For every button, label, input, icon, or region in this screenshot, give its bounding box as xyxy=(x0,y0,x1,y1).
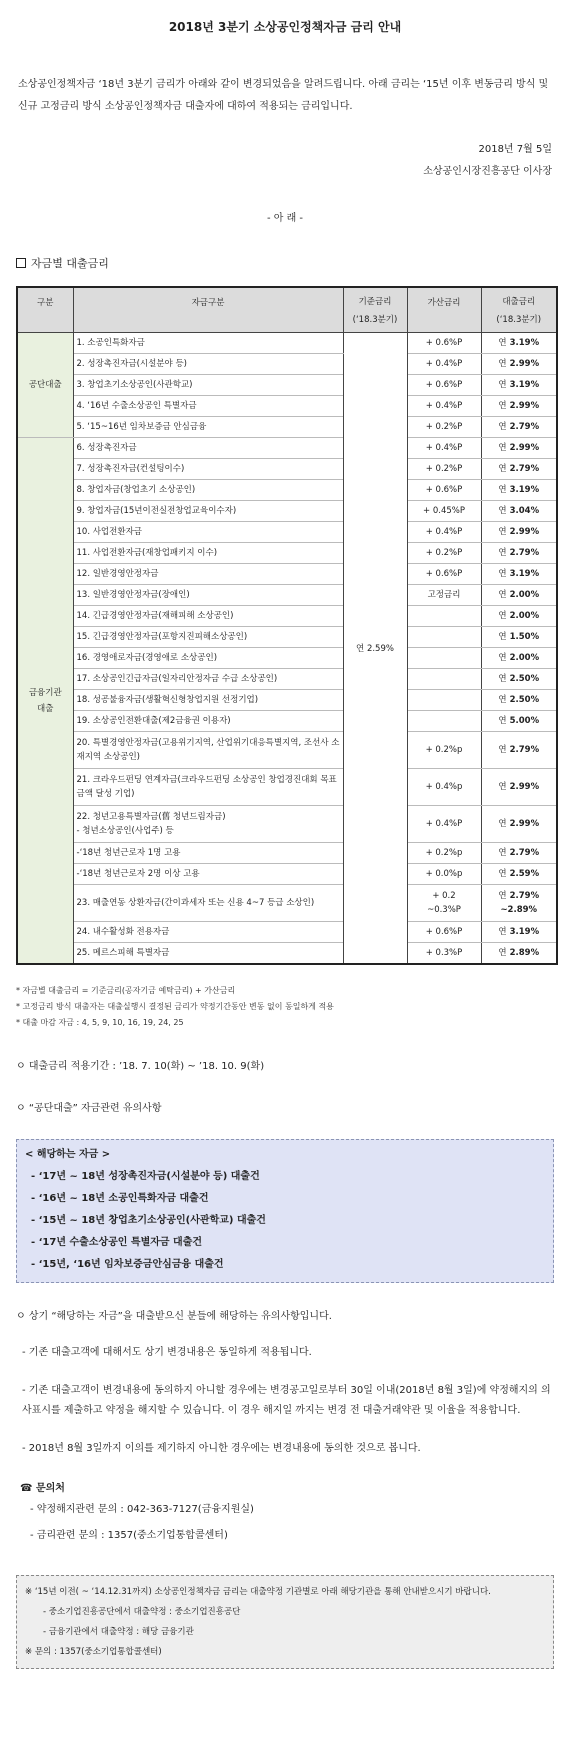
rate-prefix: 연 xyxy=(498,653,507,663)
header-base-rate: 기준금리 (‘18.3분기) xyxy=(343,287,407,333)
add-rate: + 0.2%P xyxy=(407,417,481,438)
add-rate: + 0.4%P xyxy=(407,354,481,375)
loan-rate xyxy=(481,606,557,627)
table-row xyxy=(17,843,557,864)
table-row xyxy=(17,885,557,922)
add-rate: + 0.0%p xyxy=(407,864,481,885)
rate-value: 2.50% xyxy=(509,695,540,705)
table-row xyxy=(17,564,557,585)
group-label-line: 대출 xyxy=(37,703,54,714)
rate-prefix: 연 xyxy=(498,443,507,453)
fund-name: 17. 소상공인긴급자금(일자리안정자금 수급 소상공인) xyxy=(73,669,343,690)
base-rate: 연 2.59% xyxy=(343,333,407,965)
rate-value: 1.50% xyxy=(509,632,540,642)
rate-prefix: 연 xyxy=(498,716,507,726)
rate-value: 2.99% xyxy=(509,359,540,369)
fund-name: 1. 소공인특화자금 xyxy=(73,333,343,354)
square-bullet-icon xyxy=(16,258,26,268)
header-gubun: 구분 xyxy=(17,287,73,333)
notice-title: ㅇ “공단대출” 자금관련 유의사항 xyxy=(16,1103,162,1114)
note-line: * 대출 마감 자금 : 4, 5, 9, 10, 16, 19, 24, 25 xyxy=(16,1018,184,1027)
rate-value: 2.00% xyxy=(509,653,540,663)
rate-period: ㅇ 대출금리 적용기간 : ’18. 7. 10(화) ~ ’18. 10. 9(화) xyxy=(16,1061,265,1072)
fund-name: 23. 매출연동 상환자금(간이과세자 또는 신용 4~7 등급 소상인) xyxy=(73,885,343,922)
rate-value: 2.79% xyxy=(509,464,540,474)
group-label: 공단대출 xyxy=(17,333,73,438)
table-row xyxy=(17,333,557,354)
loan-rate xyxy=(481,922,557,943)
header-loan-rate: 대출금리 (‘18.3분기) xyxy=(481,287,557,333)
table-row xyxy=(17,522,557,543)
fund-name: 21. 크라우드펀딩 연계자금(크라우드펀딩 소상공인 창업경진대회 목표금액 달성 기업) xyxy=(73,769,343,806)
rate-value: 2.79% xyxy=(509,745,540,755)
rate-value: 2.79% ~2.89% xyxy=(500,891,540,915)
table-row xyxy=(17,669,557,690)
group-label-line: 금융기관 xyxy=(28,687,62,698)
add-rate: + 0.6%P xyxy=(407,922,481,943)
add-rate xyxy=(407,690,481,711)
loan-rate xyxy=(481,627,557,648)
table-row xyxy=(17,806,557,843)
rate-value: 2.99% xyxy=(509,819,540,829)
add-rate: + 0.4%P xyxy=(407,438,481,459)
add-rate: + 0.4%P xyxy=(407,806,481,843)
rate-prefix: 연 xyxy=(498,464,507,474)
loan-rate xyxy=(481,501,557,522)
box-item: - ‘17년 ~ 18년 성장촉진자금(시설분야 등) 대출건 xyxy=(31,1171,260,1182)
rate-value: 2.79% xyxy=(509,548,540,558)
loan-rate xyxy=(481,375,557,396)
notice-paragraph: - 2018년 8월 3일까지 이의를 제기하지 아니한 경우에는 변경내용에 동의한 것으로 봅니다. xyxy=(22,1443,421,1454)
add-rate: + 0.6%P xyxy=(407,375,481,396)
note-line: * 고정금리 방식 대출자는 대출실행시 결정된 금리가 약정기간동안 변동 없이 동일하게 적용 xyxy=(16,1002,334,1011)
rate-prefix: 연 xyxy=(498,569,507,579)
fund-name: 6. 성장촉진자금 xyxy=(73,438,343,459)
rate-prefix: 연 xyxy=(498,891,507,901)
loan-rate xyxy=(481,564,557,585)
loan-rate xyxy=(481,543,557,564)
loan-rate xyxy=(481,438,557,459)
rate-value: 5.00% xyxy=(509,716,540,726)
issuer-org: 소상공인시장진흥공단 이사장 xyxy=(423,166,552,177)
table-row xyxy=(17,417,557,438)
loan-rate xyxy=(481,864,557,885)
rate-prefix: 연 xyxy=(498,548,507,558)
info-line: ㅇ 상기 “해당하는 자금”을 대출받으신 분들에 해당하는 유의사항입니다. xyxy=(16,1311,332,1322)
rate-value: 3.19% xyxy=(509,380,540,390)
rate-value: 2.59% xyxy=(509,869,540,879)
rate-prefix: 연 xyxy=(498,380,507,390)
add-rate xyxy=(407,648,481,669)
fund-name: 2. 성장촉진자금(시설분야 등) xyxy=(73,354,343,375)
notice-date: 2018년 7월 5일 xyxy=(478,144,552,155)
table-row xyxy=(17,438,557,459)
rate-prefix: 연 xyxy=(498,848,507,858)
rate-value: 2.00% xyxy=(509,611,540,621)
add-rate xyxy=(407,669,481,690)
fund-name: 5. ‘15~16년 임차보증금 안심금융 xyxy=(73,417,343,438)
header-category: 자금구분 xyxy=(73,287,343,333)
add-rate: + 0.2%p xyxy=(407,732,481,769)
table-row xyxy=(17,732,557,769)
loan-rate xyxy=(481,711,557,732)
table-row xyxy=(17,943,557,965)
add-rate: + 0.2%P xyxy=(407,543,481,564)
loan-rate xyxy=(481,333,557,354)
loan-rate xyxy=(481,843,557,864)
add-rate xyxy=(407,711,481,732)
rate-prefix: 연 xyxy=(498,527,507,537)
table-row xyxy=(17,354,557,375)
intro-text: 소상공인정책자금 ‘18년 3분기 금리가 아래와 같이 변경되었음을 알려드립니다. 아래 금리는 ‘15년 이후 변동금리 방식 및 신규 고정금리 방식 소상공인정책자금 대출자에 대하여 적용되는 금리입니다. xyxy=(18,79,549,112)
add-rate: + 0.2%P xyxy=(407,459,481,480)
box-item: - ‘15년 ~ 18년 창업초기소상공인(사관학교) 대출건 xyxy=(31,1215,266,1226)
rate-prefix: 연 xyxy=(498,869,507,879)
rate-prefix: 연 xyxy=(498,485,507,495)
bottom-note-line: ※ ‘15년 이전( ~ ‘14.12.31까지) 소상공인정책자금 금리는 대출약정 기관별로 아래 해당기관을 통해 안내받으시기 바랍니다. xyxy=(25,1587,491,1597)
table-header-row xyxy=(17,287,557,333)
bottom-note-line: ※ 문의 : 1357(중소기업통합콜센터) xyxy=(25,1647,162,1657)
box-heading: < 해당하는 자금 > xyxy=(25,1149,111,1160)
fund-name: 9. 창업자금(15년이전실전창업교육이수자) xyxy=(73,501,343,522)
fund-name: 13. 일반경영안정자금(장애인) xyxy=(73,585,343,606)
rates-table xyxy=(16,286,558,965)
table-notes xyxy=(16,983,554,1031)
table-row xyxy=(17,769,557,806)
add-rate: + 0.4%P xyxy=(407,396,481,417)
loan-rate xyxy=(481,522,557,543)
rate-value: 2.00% xyxy=(509,590,540,600)
add-rate: + 0.6%P xyxy=(407,333,481,354)
rate-value: 2.50% xyxy=(509,674,540,684)
fund-name: 16. 경영애로자금(경영애로 소상공인) xyxy=(73,648,343,669)
loan-rate xyxy=(481,732,557,769)
table-row xyxy=(17,648,557,669)
rate-prefix: 연 xyxy=(498,422,507,432)
table-row xyxy=(17,690,557,711)
add-rate: + 0.2 ~0.3%P xyxy=(407,885,481,922)
loan-rate xyxy=(481,943,557,965)
rate-value: 2.89% xyxy=(509,948,540,958)
applicable-funds-box xyxy=(16,1139,554,1283)
section-title: 자금별 대출금리 xyxy=(31,257,109,270)
rate-value: 3.19% xyxy=(509,927,540,937)
fund-name: 24. 내수활성화 전용자금 xyxy=(73,922,343,943)
rate-value: 2.99% xyxy=(509,527,540,537)
loan-rate xyxy=(481,459,557,480)
rate-prefix: 연 xyxy=(498,695,507,705)
page-title: 2018년 3분기 소상공인정책자금 금리 안내 xyxy=(168,20,402,34)
section-heading xyxy=(16,253,554,273)
rate-prefix: 연 xyxy=(498,611,507,621)
rate-value: 2.99% xyxy=(509,401,540,411)
fund-name: 25. 메르스피해 특별자금 xyxy=(73,943,343,965)
fund-name: 10. 사업전환자금 xyxy=(73,522,343,543)
fund-name: -‘18년 청년근로자 1명 고용 xyxy=(73,843,343,864)
rate-value: 2.79% xyxy=(509,422,540,432)
table-row xyxy=(17,543,557,564)
add-rate: + 0.6%P xyxy=(407,480,481,501)
fund-name: 12. 일반경영안정자금 xyxy=(73,564,343,585)
box-item: - ‘15년, ‘16년 임차보증금안심금융 대출건 xyxy=(31,1259,224,1270)
rate-prefix: 연 xyxy=(498,674,507,684)
add-rate xyxy=(407,606,481,627)
table-row xyxy=(17,627,557,648)
header-add-rate: 가산금리 xyxy=(407,287,481,333)
table-row xyxy=(17,711,557,732)
section-divider-label: - 아 래 - xyxy=(266,213,304,224)
box-item: - ‘16년 ~ 18년 소공인특화자금 대출건 xyxy=(31,1193,209,1204)
contact-item: - 금리관련 문의 : 1357(중소기업통합콜센터) xyxy=(30,1530,228,1541)
loan-rate xyxy=(481,396,557,417)
add-rate: + 0.4%P xyxy=(407,522,481,543)
rate-value: 2.79% xyxy=(509,848,540,858)
add-rate: + 0.2%p xyxy=(407,843,481,864)
rate-prefix: 연 xyxy=(498,359,507,369)
add-rate: + 0.4%p xyxy=(407,769,481,806)
fund-name: 19. 소상공인전환대출(제2금융권 이용자) xyxy=(73,711,343,732)
note-line: * 자금별 대출금리 = 기준금리(공자기금 예탁금리) + 가산금리 xyxy=(16,986,236,995)
add-rate: + 0.6%P xyxy=(407,564,481,585)
add-rate: 고정금리 xyxy=(407,585,481,606)
rate-prefix: 연 xyxy=(498,590,507,600)
loan-rate xyxy=(481,354,557,375)
rate-prefix: 연 xyxy=(498,927,507,937)
table-row xyxy=(17,501,557,522)
notice-paragraph: - 기존 대출고객이 변경내용에 동의하지 아니할 경우에는 변경공고일로부터 30일 이내(2018년 8월 3일)에 약정해지의 의사표시를 제출하고 약정을 해지할 수 있습니다. 이 경우 해지일 까지는 변경 전 대출거래약관 및 이율을 적용합니다. xyxy=(22,1385,551,1416)
rate-prefix: 연 xyxy=(498,506,507,516)
rate-value: 3.19% xyxy=(509,485,540,495)
loan-rate xyxy=(481,417,557,438)
rate-prefix: 연 xyxy=(498,782,507,792)
loan-rate xyxy=(481,806,557,843)
table-row xyxy=(17,922,557,943)
loan-rate xyxy=(481,669,557,690)
table-row xyxy=(17,396,557,417)
loan-rate xyxy=(481,585,557,606)
fund-name: 7. 성장촉진자금(컨설팅이수) xyxy=(73,459,343,480)
fund-name: 22. 청년고용특별자금(舊 청년드림자금) - 청년소상공인(사업주) 등 xyxy=(73,806,343,843)
rate-prefix: 연 xyxy=(498,948,507,958)
table-row xyxy=(17,864,557,885)
fund-name: 20. 특별경영안정자금(고용위기지역, 산업위기대응특별지역, 조선사 소재지역 소상공인) xyxy=(73,732,343,769)
contact-heading: ☎ 문의처 xyxy=(20,1483,65,1494)
loan-rate xyxy=(481,885,557,922)
notice-paragraph: - 기존 대출고객에 대해서도 상기 변경내용은 동일하게 적용됩니다. xyxy=(22,1347,312,1358)
bottom-note-line: - 금융기관에서 대출약정 : 해당 금융기관 xyxy=(43,1627,194,1637)
rates-table-body xyxy=(17,333,557,965)
table-row xyxy=(17,480,557,501)
loan-rate xyxy=(481,480,557,501)
table-row xyxy=(17,585,557,606)
fund-name: -‘18년 청년근로자 2명 이상 고용 xyxy=(73,864,343,885)
rate-prefix: 연 xyxy=(498,401,507,411)
loan-rate xyxy=(481,648,557,669)
rate-prefix: 연 xyxy=(498,338,507,348)
add-rate: + 0.3%P xyxy=(407,943,481,965)
contact-item: - 약정해지관련 문의 : 042-363-7127(금융지원실) xyxy=(30,1504,254,1515)
rate-prefix: 연 xyxy=(498,819,507,829)
rate-prefix: 연 xyxy=(498,632,507,642)
rate-prefix: 연 xyxy=(498,745,507,755)
rate-value: 3.19% xyxy=(509,338,540,348)
fund-name: 15. 긴급경영안정자금(포항지진피해소상공인) xyxy=(73,627,343,648)
table-row xyxy=(17,606,557,627)
table-row xyxy=(17,459,557,480)
group-label xyxy=(17,438,73,965)
fund-name: 3. 창업초기소상공인(사관학교) xyxy=(73,375,343,396)
rate-value: 3.19% xyxy=(509,569,540,579)
fund-name: 18. 성공불융자금(생활혁신형창업지원 선정기업) xyxy=(73,690,343,711)
rate-value: 2.99% xyxy=(509,443,540,453)
fund-name: 11. 사업전환자금(재창업패키지 이수) xyxy=(73,543,343,564)
table-row xyxy=(17,375,557,396)
fund-name: 8. 창업자금(창업초기 소상공인) xyxy=(73,480,343,501)
loan-rate xyxy=(481,690,557,711)
box-item: - ‘17년 수출소상공인 특별자금 대출건 xyxy=(31,1237,203,1248)
pre-2015-notice-box xyxy=(16,1575,554,1669)
add-rate: + 0.45%P xyxy=(407,501,481,522)
fund-name: 14. 긴급경영안정자금(재해피해 소상공인) xyxy=(73,606,343,627)
loan-rate xyxy=(481,769,557,806)
bottom-note-line: - 중소기업진흥공단에서 대출약정 : 중소기업진흥공단 xyxy=(43,1607,241,1617)
add-rate xyxy=(407,627,481,648)
fund-name: 4. ‘16년 수출소상공인 특별자금 xyxy=(73,396,343,417)
rate-value: 2.99% xyxy=(509,782,540,792)
rate-value: 3.04% xyxy=(509,506,540,516)
